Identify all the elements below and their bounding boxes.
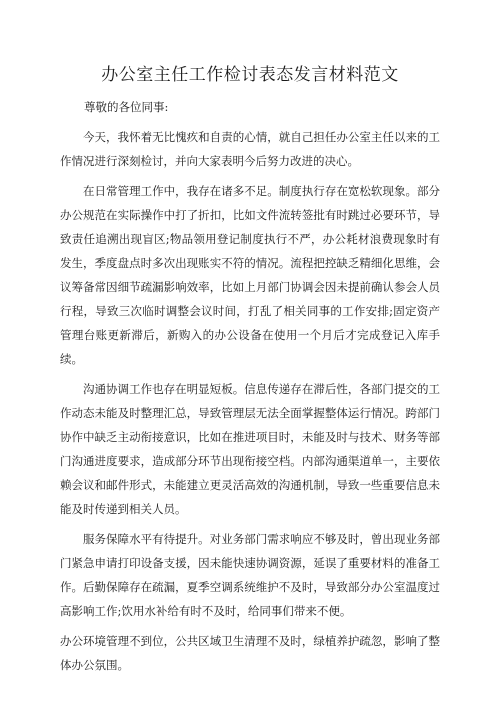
document-title: 办公室主任工作检讨表态发言材料范文 [101,65,399,85]
paragraph-management: 在日常管理工作中，我存在诸多不足。制度执行存在宽松软现象。部分办公规范在实际操作中打了折扣，比如文件流转签批有时跳过必要环节，导致责任追溯出现盲区;物品领用登记制度执行不严，办公耗材浪费现象时有发生，季度盘点时多次出现账实不符的情况。流程把控缺乏精细化思维，会议筹备常因细节疏漏影响效率，比如上月部门协调会因未提前确认参会人员行程，导致三次临时调整会议时间，打乱了相关同事的工作安排;固定资产管理台账更新滞后，新购入的办公设备在使用一个月后才完成登记入库手续。 [60,184,440,366]
paragraph-opening: 今天，我怀着无比愧疚和自责的心情，就自己担任办公室主任以来的工作情况进行深刻检讨，并向大家表明今后努力改进的决心。 [60,130,440,168]
paragraph-service: 服务保障水平有待提升。对业务部门需求响应不够及时，曾出现业务部门紧急申请打印设备支援，因未能快速协调资源，延误了重要材料的准备工作。后勤保障存在疏漏，夏季空调系统维护不及时，导致部分办公室温度过高影响工作;饮用水补给有时不及时，给同事们带来不便。 [60,532,440,618]
paragraph-environment: 办公环境管理不到位，公共区域卫生清理不及时，绿植养护疏忽，影响了整体办公氛围。 [60,634,440,672]
salutation: 尊敬的各位同事: [84,100,169,114]
paragraph-communication: 沟通协调工作也存在明显短板。信息传递存在滞后性，各部门提交的工作动态未能及时整理汇总，导致管理层无法全面掌握整体运行情况。跨部门协作中缺乏主动衔接意识，比如在推进项目时，未能及时与技术、财务等部门沟通进度要求，造成部分环节出现衔接空档。内部沟通渠道单一，主要依赖会议和邮件形式，未能建立更灵活高效的沟通机制，导致一些重要信息未能及时传递到相关人员。 [60,382,440,516]
